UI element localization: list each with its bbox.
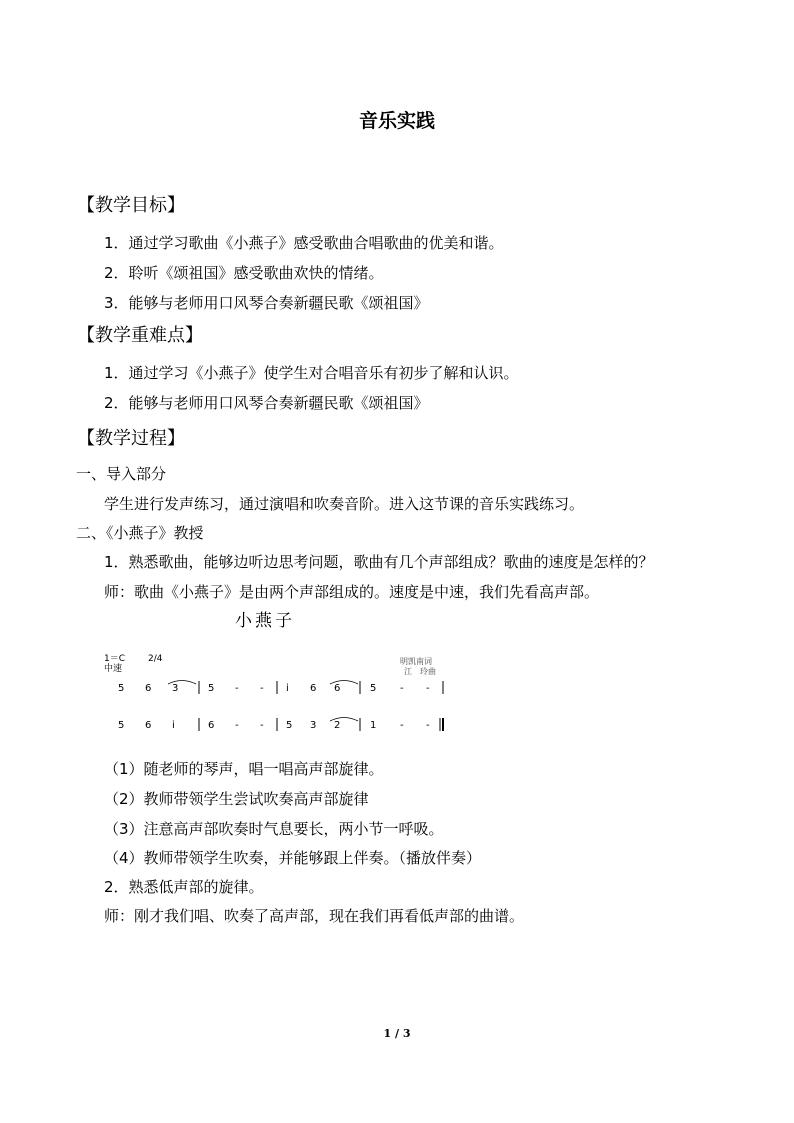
score-note: 6 [208, 720, 215, 731]
section-heading-process: 【教学过程】 [77, 428, 185, 449]
step2-text: 2．熟悉低声部的旋律。 [104, 878, 264, 896]
substep-item: （2）教师带领学生尝试吹奏高声部旋律 [104, 790, 369, 808]
score-note: 2 [334, 720, 341, 731]
score-note: - [235, 720, 239, 731]
substep-item: （1）随老师的琴声，唱一唱高声部旋律。 [104, 760, 384, 778]
score-credit-lyrics: 明凯南词 [400, 657, 432, 666]
teacher-line-1: 师：歌曲《小燕子》是由两个声部组成的。速度是中速，我们先看高声部。 [104, 583, 600, 601]
score-note: 6 [310, 683, 317, 694]
page-number: 1 / 3 [383, 1027, 411, 1040]
score-note: - [426, 683, 430, 694]
goal-item: 3．能够与老师用口风琴合奏新疆民歌《颂祖国》 [104, 294, 429, 312]
score-note: - [260, 720, 264, 731]
score-title: 小燕子 [235, 611, 295, 631]
substep-item: （4）教师带领学生吹奏，并能够跟上伴奏。（播放伴奏） [104, 849, 482, 867]
part2-title: 二、《小燕子》教授 [76, 524, 204, 542]
score-note: 5 [208, 683, 215, 694]
goal-item: 2．聆听《颂祖国》感受歌曲欢快的情绪。 [104, 264, 384, 282]
score-note: 5 [370, 683, 377, 694]
score-note: 5 [118, 683, 125, 694]
score-credit-music: 江 玲曲 [404, 667, 436, 676]
score-note: 3 [172, 683, 179, 694]
keypoint-item: 2．能够与老师用口风琴合奏新疆民歌《颂祖国》 [104, 394, 429, 412]
score-note: 1 [370, 720, 377, 731]
score-note: 5 [118, 720, 125, 731]
score-tempo: 中速 [104, 664, 123, 674]
score-note: - [260, 683, 264, 694]
score-note: i [286, 683, 289, 694]
score-note: 6 [145, 720, 152, 731]
substep-item: （3）注意高声部吹奏时气息要长，两小节一呼吸。 [104, 820, 444, 838]
section-heading-goals: 【教学目标】 [77, 195, 185, 216]
score-note: 6 [334, 683, 341, 694]
goal-item: 1．通过学习歌曲《小燕子》感受歌曲合唱歌曲的优美和谐。 [104, 234, 504, 252]
score-note: - [235, 683, 239, 694]
score-note: 3 [310, 720, 317, 731]
section-heading-keypoints: 【教学重难点】 [77, 325, 203, 346]
score-note: - [426, 720, 430, 731]
score-note: i [172, 720, 175, 731]
score-note: - [400, 720, 404, 731]
score-note: 5 [286, 720, 293, 731]
score-meter: 2/4 [148, 654, 163, 664]
score-note: - [400, 683, 404, 694]
teacher-line-2: 师：刚才我们唱、吹奏了高声部，现在我们再看低声部的曲谱。 [104, 907, 525, 925]
score-image [100, 606, 460, 746]
part1-title: 一、导入部分 [76, 465, 167, 483]
step1-text: 1．熟悉歌曲，能够边听边思考问题，歌曲有几个声部组成？歌曲的速度是怎样的？ [104, 553, 654, 571]
part1-text: 学生进行发声练习，通过演唱和吹奏音阶。进入这节课的音乐实践练习。 [104, 495, 585, 513]
score-key: 1＝C [104, 654, 126, 664]
score-note: 6 [145, 683, 152, 694]
page-title: 音乐实践 [358, 110, 435, 132]
keypoint-item: 1．通过学习《小燕子》使学生对合唱音乐有初步了解和认识。 [104, 364, 519, 382]
